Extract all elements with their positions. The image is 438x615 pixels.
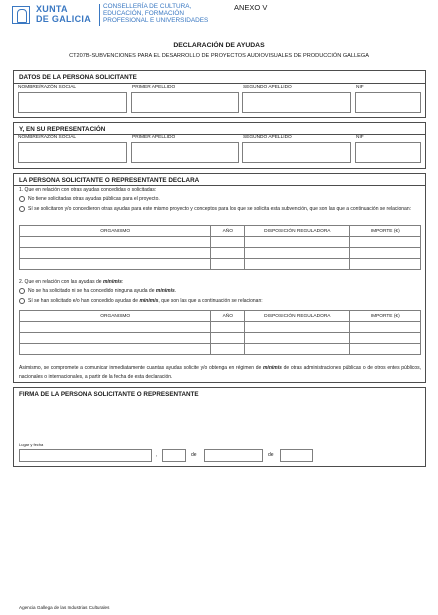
col-importe: IMPORTE (€) <box>350 226 421 237</box>
segundo-apellido-label: SEGUNDO APELLIDO <box>243 85 292 90</box>
col-organismo: ORGANISMO <box>20 226 211 237</box>
nif-label: NIF <box>356 135 364 140</box>
representante-nif-field[interactable] <box>355 142 421 163</box>
solicitante-title: DATOS DE LA PERSONA SOLICITANTE <box>19 74 137 81</box>
table-row <box>20 248 421 259</box>
dia-field[interactable] <box>162 449 186 462</box>
q2-option-si-radio[interactable] <box>19 298 25 304</box>
col-organismo: ORGANISMO <box>20 311 211 322</box>
declara-section <box>13 173 426 383</box>
segundo-apellido-label: SEGUNDO APELLIDO <box>243 135 292 140</box>
q2-option-no-radio[interactable] <box>19 288 25 294</box>
table-row <box>20 259 421 270</box>
firma-section <box>13 387 426 467</box>
footer-agency: Agencia Gallega de las Industrias Culturales <box>19 605 110 610</box>
mes-field[interactable] <box>204 449 263 462</box>
de-separator-2: de <box>268 452 274 458</box>
document-subtitle: CT207B-SUBVENCIONES PARA EL DESARROLLO DE PROYECTOS AUDIOVISUALES DE PRODUCCIÓN GALLEGA <box>69 53 369 59</box>
nombre-label: NOMBRE/RAZÓN SOCIAL <box>18 135 77 140</box>
q1-option-no-label: No tiene solicitadas otras ayudas públicas para el proyecto. <box>28 196 160 202</box>
solicitante-nif-field[interactable] <box>355 92 421 113</box>
representante-segundo-apellido-field[interactable] <box>242 142 351 163</box>
lugar-fecha-label: Lugar y fecha <box>19 442 44 447</box>
q1-option-si-label: Sí se solicitaron y/o concedieron otras ayudas para este mismo proyecto y conceptos para los que se solicita esta subvención, que son las que a continuación se relacionan: <box>28 206 411 212</box>
lugar-field[interactable] <box>19 449 152 462</box>
question-1: 1. Que en relación con otras ayudas concedidas o solicitadas: <box>19 187 157 193</box>
section-divider <box>14 83 425 84</box>
solicitante-nombre-field[interactable] <box>18 92 127 113</box>
q1-option-no-radio[interactable] <box>19 196 25 202</box>
table-row <box>20 333 421 344</box>
q1-option-si-radio[interactable] <box>19 206 25 212</box>
col-disposicion: DISPOSICIÓN REGULADORA <box>245 311 350 322</box>
nif-label: NIF <box>356 85 364 90</box>
document-title: DECLARACIÓN DE AYUDAS <box>173 42 265 49</box>
solicitante-section <box>13 70 426 118</box>
table-row <box>20 322 421 333</box>
q2-option-no-label: No se ha solicitado ni se ha concedido ninguna ayuda de minimis. <box>28 288 177 294</box>
table-row <box>20 344 421 355</box>
primer-apellido-label: PRIMER APELLIDO <box>132 85 176 90</box>
anexo-label: ANEXO V <box>234 3 268 12</box>
ayudas-table <box>19 225 421 270</box>
table-row <box>20 237 421 248</box>
de-separator-1: de <box>191 452 197 458</box>
minimis-table <box>19 310 421 355</box>
firma-title: FIRMA DE LA PERSONA SOLICITANTE O REPRESENTANTE <box>19 391 199 398</box>
col-importe: IMPORTE (€) <box>350 311 421 322</box>
comma-separator: , <box>156 452 158 458</box>
declara-title: LA PERSONA SOLICITANTE O REPRESENTANTE DECLARA <box>19 177 200 184</box>
q2-option-si-label: Sí se han solicitado e/o han concedido ayudas de minimis, que son las que a continuación se relacionan: <box>28 298 263 304</box>
representante-primer-apellido-field[interactable] <box>131 142 239 163</box>
conselleria-name: CONSELLERÍA DE CULTURA, EDUCACIÓN, FORMACIÓN PROFESIONAL E UNIVERSIDADES <box>103 3 209 24</box>
ano-field[interactable] <box>280 449 313 462</box>
col-ano: AÑO <box>211 311 245 322</box>
representante-title: Y, EN SU REPRESENTACIÓN <box>19 126 106 133</box>
representante-section <box>13 122 426 169</box>
representante-nombre-field[interactable] <box>18 142 127 163</box>
nombre-label: NOMBRE/RAZÓN SOCIAL <box>18 85 77 90</box>
xunta-logo-icon <box>12 6 30 24</box>
solicitante-primer-apellido-field[interactable] <box>131 92 239 113</box>
compromiso-note: Asimismo, se compromete a comunicar inmediatamente cuantas ayudas solicite y/o obtenga en régimen de minimis de otras administraciones públicas o de otros entes públicos, nacionales o internacionales, a partir de la fecha de esta declaración. <box>19 365 422 380</box>
question-2: 2. Que en relación con las ayudas de minimis: <box>19 279 124 285</box>
primer-apellido-label: PRIMER APELLIDO <box>132 135 176 140</box>
col-disposicion: DISPOSICIÓN REGULADORA <box>245 226 350 237</box>
xunta-logo-text: XUNTA DE GALICIA <box>36 4 92 24</box>
col-ano: AÑO <box>211 226 245 237</box>
header-divider <box>99 4 100 26</box>
solicitante-segundo-apellido-field[interactable] <box>242 92 351 113</box>
